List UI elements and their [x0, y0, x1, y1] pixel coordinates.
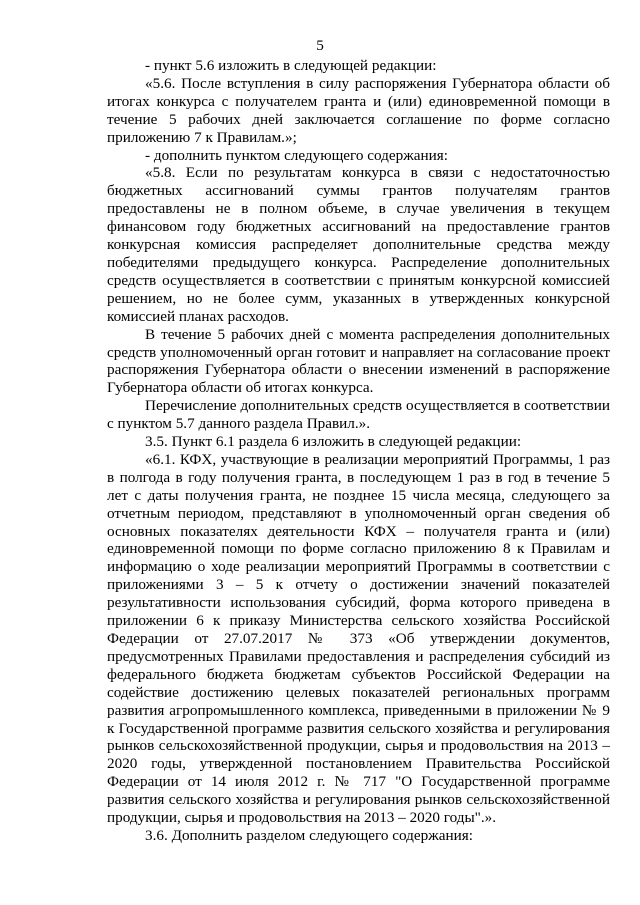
paragraph: «6.1. КФХ, участвующие в реализации мероприятий Программы, 1 раз в полгода в году получения гранта, в последующем 1 раз в год в течение 5 лет с даты получения гранта, не позднее 15 числа месяца, следующего за отчетным периодом, представляют в уполномоченный орган сведения об основных показателях деятельности КФХ – получателя гранта и (или) единовременной помощи по форме согласно приложению 8 к Правилам и информацию о ходе реализации мероприятий Программы в соответствии с приложениями 3 – 5 к отчету о достижении значений показателей результативности использования субсидий, форма которого приведена в приложении 6 к приказу Министерства сельского хозяйства Российской Федерации от 27.07.2017 № 373 «Об утверждении документов, предусмотренных Правилами предоставления и распределения субсидий из федерального бюджета бюджетам субъектов Российской Федерации на содействие достижению целевых показателей региональных программ развития агропромышленного комплекса, приведенными в приложении № 9 к Государственной программе развития сельского хозяйства и регулирования рынков сельскохозяйственной продукции, сырья и продовольствия на 2013 – 2020 годы, утвержденной постановлением Правительства Российской Федерации от 14 июля 2012 г. № 717 "О Государственной программе развития сельского хозяйства и регулирования рынков сельскохозяйственной продукции, сырья и продовольствия на 2013 – 2020 годы".». [107, 450, 610, 827]
paragraph: Перечисление дополнительных средств осуществляется в соответствии с пунктом 5.7 данного раздела Правил.». [107, 397, 610, 433]
paragraph: 3.6. Дополнить разделом следующего содержания: [145, 826, 473, 844]
paragraph: «5.8. Если по результатам конкурса в связи с недостаточностью бюджетных ассигнований суммы грантов получателям грантов предоставлены не в полном объеме, в случае увеличения в текущем финансовом году бюджетных ассигнований на предоставление грантов конкурсная комиссия распределяет дополнительные средства между победителями предыдущего конкурса. Распределение дополнительных средств осуществляется в соответствии с принятым конкурсной комиссией решением, но не более сумм, указанных в утвержденных конкурсной комиссией планах расходов. [107, 164, 610, 325]
document-body [107, 57, 610, 845]
paragraph: «5.6. После вступления в силу распоряжения Губернатора области об итогах конкурса с получателем гранта и (или) единовременной помощи в течение 5 рабочих дней заключается соглашение по форме согласно приложению 7 к Правилам.»; [107, 74, 610, 146]
paragraph: - пункт 5.6 изложить в следующей редакции: [145, 57, 437, 74]
paragraph: - дополнить пунктом следующего содержания: [145, 146, 448, 164]
page-number: 5 [316, 37, 324, 54]
paragraph: В течение 5 рабочих дней с момента распределения дополнительных средств уполномоченный орган готовит и направляет на согласование проект распоряжения Губернатора области о внесении изменений в распоряжение Губернатора области об итогах конкурса. [107, 325, 610, 397]
paragraph: 3.5. Пункт 6.1 раздела 6 изложить в следующей редакции: [145, 433, 522, 451]
